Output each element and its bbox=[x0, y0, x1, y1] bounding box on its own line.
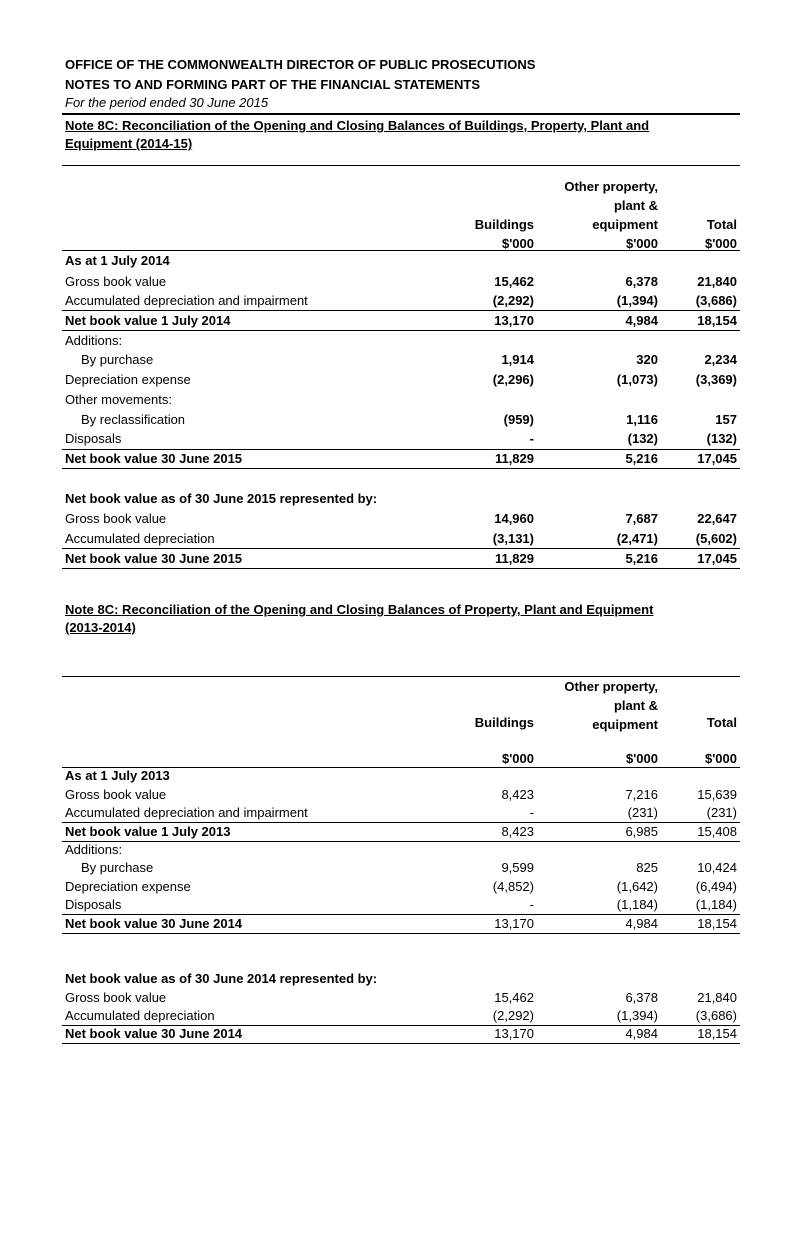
table-row bbox=[62, 272, 740, 292]
table-row bbox=[62, 840, 740, 860]
total-value: 18,154 bbox=[697, 313, 737, 328]
column-header-total bbox=[705, 215, 737, 253]
row-label: Disposals bbox=[65, 431, 122, 446]
column-unit-total: $'000 bbox=[704, 751, 737, 766]
column-header-unit: $'000 bbox=[704, 236, 737, 251]
row-label: Gross book value bbox=[65, 511, 167, 526]
buildings-value: (2,292) bbox=[492, 1008, 534, 1023]
row-label: Accumulated depreciation bbox=[65, 1008, 215, 1023]
column-header-line: plant & bbox=[613, 698, 658, 713]
table-row bbox=[62, 1006, 740, 1026]
row-label: Net book value 30 June 2014 bbox=[65, 1026, 243, 1041]
column-header-buildings bbox=[475, 215, 534, 253]
total-value: 22,647 bbox=[697, 511, 737, 526]
other-ppe-value: 6,985 bbox=[625, 824, 658, 839]
row-label: Net book value as of 30 June 2014 represented by: bbox=[65, 971, 378, 986]
buildings-value: 13,170 bbox=[494, 1026, 534, 1041]
other-ppe-value: 5,216 bbox=[625, 551, 658, 566]
total-value: 21,840 bbox=[697, 990, 737, 1005]
column-header-line: Other property, bbox=[564, 179, 658, 194]
document-subtitle: NOTES TO AND FORMING PART OF THE FINANCIAL STATEMENTS bbox=[65, 77, 481, 92]
row-label: Net book value as of 30 June 2015 represented by: bbox=[65, 491, 378, 506]
table-row bbox=[62, 370, 740, 390]
table-row bbox=[62, 449, 740, 469]
note-title-line1: Note 8C: Reconciliation of the Opening and Closing Balances of Buildings, Property, Plant and bbox=[65, 118, 650, 133]
column-header-line: Total bbox=[706, 715, 737, 730]
column-header-line: Buildings bbox=[474, 217, 534, 232]
other-ppe-value: 4,984 bbox=[625, 916, 658, 931]
buildings-value: (2,296) bbox=[492, 372, 534, 387]
column-unit-buildings: $'000 bbox=[501, 751, 534, 766]
total-value: (132) bbox=[706, 431, 737, 446]
column-header-line: equipment bbox=[592, 217, 658, 232]
row-label: Gross book value bbox=[65, 274, 167, 289]
column-unit-other-ppe: $'000 bbox=[625, 751, 658, 766]
column-header-line: plant & bbox=[613, 198, 658, 213]
other-ppe-value: 7,687 bbox=[625, 511, 658, 526]
other-ppe-value: 1,116 bbox=[626, 412, 658, 427]
table-top-rule bbox=[62, 165, 740, 166]
total-value: (3,686) bbox=[695, 1008, 737, 1023]
other-ppe-value: 6,378 bbox=[625, 990, 658, 1005]
table-row bbox=[62, 822, 740, 842]
column-header-line: Other property, bbox=[564, 679, 658, 694]
other-ppe-value: (2,471) bbox=[616, 531, 658, 546]
row-rule bbox=[62, 468, 740, 469]
other-ppe-value: (1,642) bbox=[616, 879, 658, 894]
row-label: Depreciation expense bbox=[65, 372, 191, 387]
other-ppe-value: 5,216 bbox=[625, 451, 658, 466]
total-value: 157 bbox=[715, 412, 737, 427]
table-row bbox=[62, 969, 740, 989]
other-ppe-value: (1,394) bbox=[616, 1008, 658, 1023]
other-ppe-value: (1,073) bbox=[616, 372, 658, 387]
row-label: Net book value 30 June 2015 bbox=[65, 551, 243, 566]
table-row bbox=[62, 390, 740, 410]
other-ppe-value: 4,984 bbox=[625, 313, 658, 328]
total-value: (5,602) bbox=[695, 531, 737, 546]
table-row bbox=[62, 877, 740, 897]
row-label: By reclassification bbox=[81, 412, 186, 427]
buildings-value: - bbox=[529, 805, 534, 820]
note-title-line1: Note 8C: Reconciliation of the Opening and Closing Balances of Property, Plant and Equipment bbox=[65, 602, 654, 617]
buildings-value: 13,170 bbox=[494, 313, 534, 328]
table-row bbox=[62, 858, 740, 878]
buildings-value: 11,829 bbox=[494, 551, 534, 566]
table-row bbox=[62, 1024, 740, 1044]
table-row bbox=[62, 251, 740, 271]
other-ppe-value: 4,984 bbox=[625, 1026, 658, 1041]
other-ppe-value: 6,378 bbox=[625, 274, 658, 289]
table-row bbox=[62, 988, 740, 1008]
other-ppe-value: 825 bbox=[636, 860, 658, 875]
note-title-line2: (2013-2014) bbox=[65, 620, 136, 635]
row-label: Depreciation expense bbox=[65, 879, 191, 894]
table-row bbox=[62, 914, 740, 934]
row-label: Net book value 1 July 2013 bbox=[65, 824, 231, 839]
buildings-value: (3,131) bbox=[492, 531, 534, 546]
other-ppe-value: (1,184) bbox=[616, 897, 658, 912]
row-label: Other movements: bbox=[65, 392, 172, 407]
other-ppe-value: (231) bbox=[627, 805, 658, 820]
note-title-line2: Equipment (2014-15) bbox=[65, 136, 193, 151]
period-text: For the period ended 30 June 2015 bbox=[65, 95, 269, 110]
row-label: As at 1 July 2013 bbox=[65, 768, 170, 783]
total-value: 15,408 bbox=[697, 824, 737, 839]
table-row bbox=[62, 895, 740, 915]
row-label: Net book value 30 June 2014 bbox=[65, 916, 243, 931]
row-label: Accumulated depreciation and impairment bbox=[65, 293, 308, 308]
buildings-value: (959) bbox=[503, 412, 534, 427]
table-row bbox=[62, 291, 740, 311]
table-row bbox=[62, 803, 740, 823]
row-label: Gross book value bbox=[65, 990, 167, 1005]
row-label: By purchase bbox=[81, 352, 154, 367]
table-row bbox=[62, 311, 740, 331]
total-value: 18,154 bbox=[697, 1026, 737, 1041]
table-row bbox=[62, 549, 740, 569]
row-label: Accumulated depreciation bbox=[65, 531, 215, 546]
row-rule bbox=[62, 933, 740, 934]
table-row bbox=[62, 429, 740, 449]
total-value: 15,639 bbox=[697, 787, 737, 802]
row-label: Disposals bbox=[65, 897, 122, 912]
buildings-value: 14,960 bbox=[494, 511, 534, 526]
total-value: (1,184) bbox=[695, 897, 737, 912]
note-title bbox=[65, 601, 735, 637]
row-label: Additions: bbox=[65, 842, 123, 857]
buildings-value: 13,170 bbox=[494, 916, 534, 931]
total-value: 17,045 bbox=[697, 451, 737, 466]
row-label: Additions: bbox=[65, 333, 123, 348]
table-row bbox=[62, 785, 740, 805]
other-ppe-value: 320 bbox=[636, 352, 658, 367]
column-header-other-ppe bbox=[564, 677, 658, 734]
row-label: Net book value 1 July 2014 bbox=[65, 313, 231, 328]
buildings-value: 8,423 bbox=[501, 824, 534, 839]
table-bottom-rule bbox=[62, 1043, 740, 1044]
column-header-line: Buildings bbox=[474, 715, 534, 730]
column-header-total bbox=[707, 713, 737, 732]
buildings-value: 11,829 bbox=[494, 451, 534, 466]
column-header-line: Total bbox=[706, 217, 737, 232]
other-ppe-value: (1,394) bbox=[616, 293, 658, 308]
table-row bbox=[62, 350, 740, 370]
note-title bbox=[65, 117, 735, 153]
total-value: (231) bbox=[706, 805, 737, 820]
buildings-value: 1,914 bbox=[501, 352, 534, 367]
table-row bbox=[62, 766, 740, 786]
total-value: 18,154 bbox=[697, 916, 737, 931]
table-bottom-rule bbox=[62, 568, 740, 569]
organisation-title: OFFICE OF THE COMMONWEALTH DIRECTOR OF PUBLIC PROSECUTIONS bbox=[65, 57, 536, 72]
column-header-unit: $'000 bbox=[625, 236, 658, 251]
total-value: (3,686) bbox=[695, 293, 737, 308]
buildings-value: 15,462 bbox=[494, 990, 534, 1005]
buildings-value: - bbox=[529, 897, 534, 912]
total-value: (3,369) bbox=[695, 372, 737, 387]
buildings-value: 9,599 bbox=[501, 860, 534, 875]
row-label: Net book value 30 June 2015 bbox=[65, 451, 243, 466]
table-row bbox=[62, 509, 740, 529]
total-value: 21,840 bbox=[697, 274, 737, 289]
row-label: As at 1 July 2014 bbox=[65, 253, 170, 268]
row-label: By purchase bbox=[81, 860, 154, 875]
total-value: (6,494) bbox=[695, 879, 737, 894]
total-value: 2,234 bbox=[704, 352, 737, 367]
buildings-value: (2,292) bbox=[492, 293, 534, 308]
total-value: 17,045 bbox=[697, 551, 737, 566]
other-ppe-value: 7,216 bbox=[625, 787, 658, 802]
row-label: Gross book value bbox=[65, 787, 167, 802]
column-header-other-ppe bbox=[564, 177, 658, 253]
header-rule bbox=[62, 113, 740, 115]
table-row bbox=[62, 331, 740, 351]
buildings-value: 15,462 bbox=[494, 274, 534, 289]
table-row bbox=[62, 529, 740, 549]
buildings-value: 8,423 bbox=[501, 787, 534, 802]
column-header-line: equipment bbox=[592, 717, 658, 732]
table-row bbox=[62, 410, 740, 430]
buildings-value: - bbox=[529, 431, 534, 446]
buildings-value: (4,852) bbox=[492, 879, 534, 894]
row-label: Accumulated depreciation and impairment bbox=[65, 805, 308, 820]
table-row bbox=[62, 489, 740, 509]
total-value: 10,424 bbox=[697, 860, 737, 875]
column-header-buildings bbox=[475, 713, 534, 732]
column-header-unit: $'000 bbox=[501, 236, 534, 251]
other-ppe-value: (132) bbox=[627, 431, 658, 446]
